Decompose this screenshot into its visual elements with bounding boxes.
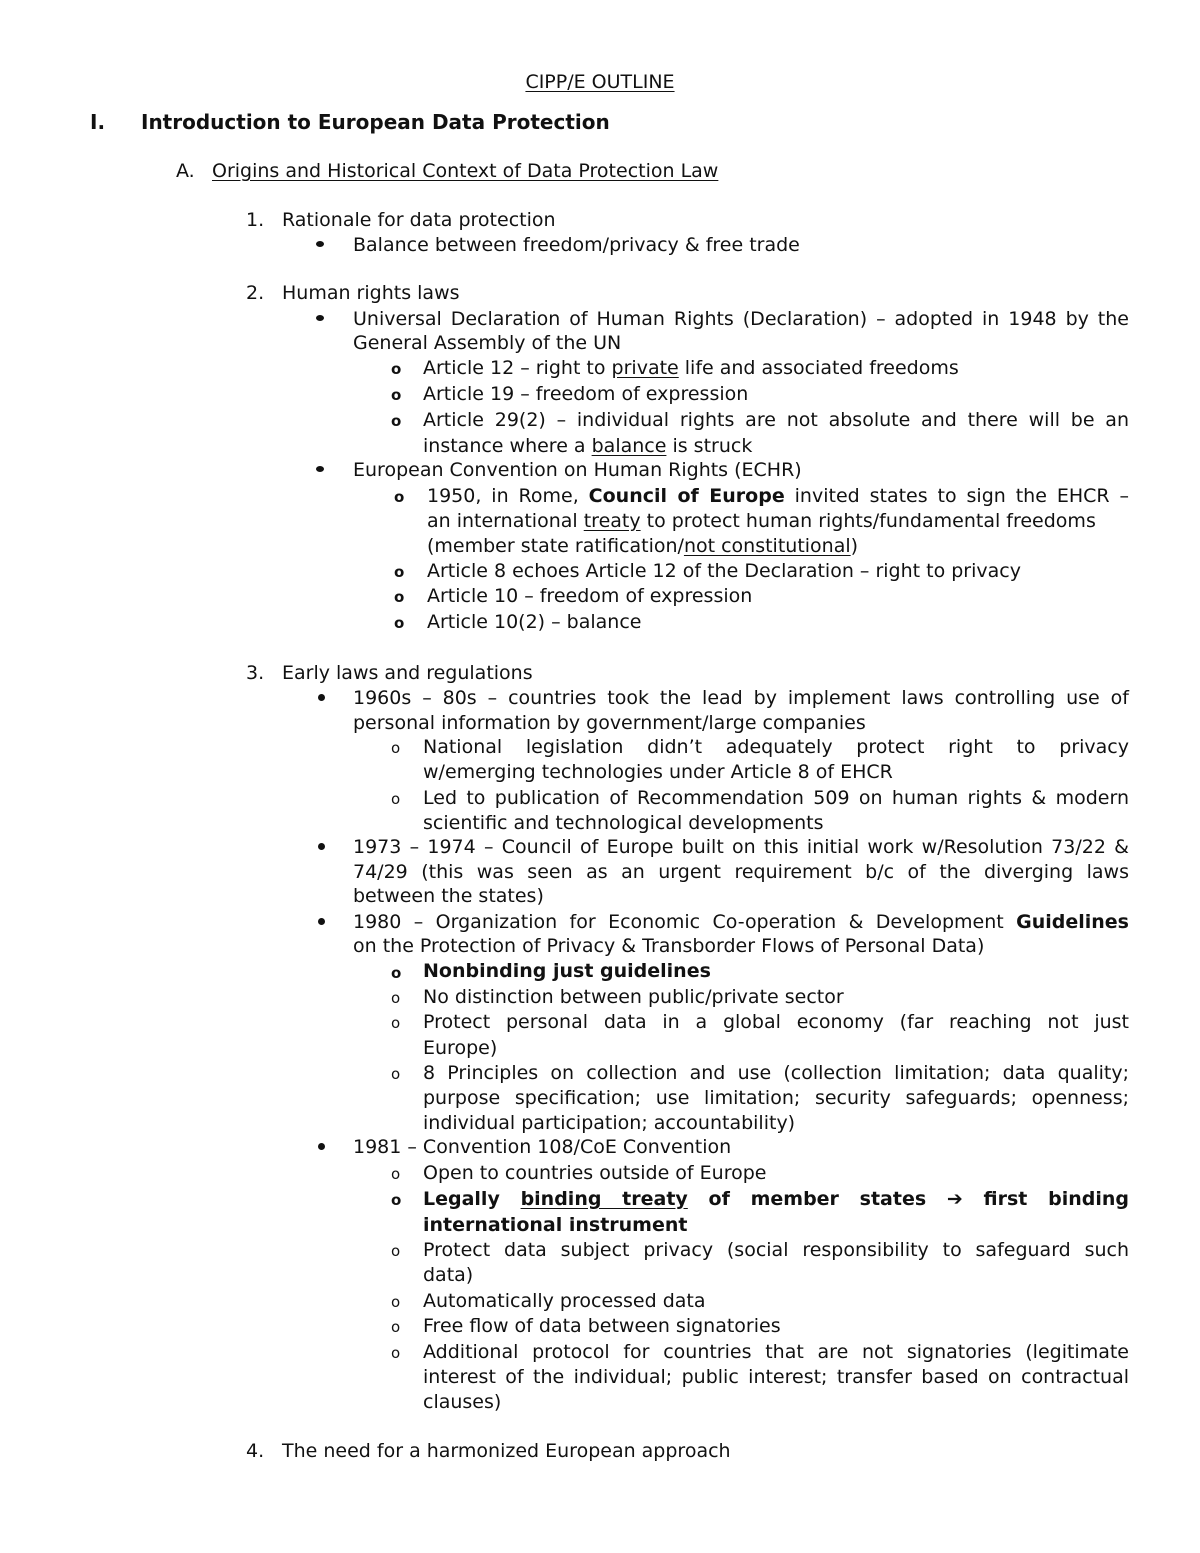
list-item: Balance between freedom/privacy & free trade: [353, 234, 800, 256]
list-item: Open to countries outside of Europe: [423, 1162, 767, 1184]
sub-bullet-icon: o: [391, 1065, 401, 1083]
sub-bullet-icon: o: [391, 989, 401, 1007]
list-item: Article 8 echoes Article 12 of the Declaration – right to privacy: [427, 560, 1021, 582]
section-heading: Introduction to European Data Protection: [141, 110, 610, 134]
list-item: scientific and technological developments: [423, 812, 824, 834]
list-item: Automatically processed data: [423, 1290, 706, 1312]
page-title: CIPP/E OUTLINE: [525, 71, 675, 93]
list-item: (member state ratification/not constitutional): [427, 535, 859, 557]
list-item: General Assembly of the UN: [353, 332, 622, 354]
list-item: Article 10 – freedom of expression: [427, 585, 753, 607]
bullet-icon: [316, 241, 324, 247]
list-item: 1960s – 80s – countries took the lead by implement laws controlling use of: [353, 687, 1129, 709]
list-item: between the states): [353, 885, 544, 907]
bullet-icon: [318, 1143, 325, 1150]
list-item: Europe): [423, 1037, 498, 1059]
sub-bullet-icon: o: [391, 1165, 401, 1183]
item-number-4: 4.: [246, 1440, 265, 1462]
list-item: Free flow of data between signatories: [423, 1315, 781, 1337]
subsection-heading: Origins and Historical Context of Data Protection Law: [212, 160, 719, 182]
list-item: personal information by government/large companies: [353, 712, 866, 734]
list-item: Protect personal data in a global economy (far reaching not just: [423, 1011, 1129, 1033]
list-item: international instrument: [423, 1214, 688, 1236]
sub-bullet-icon: o: [394, 563, 405, 581]
list-item: Article 19 – freedom of expression: [423, 383, 749, 405]
bullet-icon: [318, 694, 325, 701]
list-item: Article 10(2) – balance: [427, 611, 642, 633]
bullet-icon: [318, 843, 325, 850]
bullet-icon: [316, 315, 324, 321]
list-item: National legislation didn’t adequately protect right to privacy: [423, 736, 1129, 758]
sub-bullet-icon: o: [391, 790, 401, 808]
section-number: I.: [90, 110, 106, 134]
list-item: Led to publication of Recommendation 509 on human rights & modern: [423, 787, 1129, 809]
list-item: Article 29(2) – individual rights are not absolute and there will be an: [423, 409, 1129, 431]
sub-bullet-icon: o: [391, 360, 402, 378]
bullet-icon: [316, 466, 324, 472]
item-number-1: 1.: [246, 209, 265, 231]
list-item: No distinction between public/private sector: [423, 986, 844, 1008]
item-heading-2: Human rights laws: [282, 282, 460, 304]
sub-bullet-icon: o: [394, 588, 405, 606]
sub-bullet-icon: o: [391, 412, 402, 430]
sub-bullet-icon: o: [391, 964, 402, 982]
sub-bullet-icon: o: [394, 488, 405, 506]
subsection-letter: A.: [176, 160, 195, 182]
item-heading-1: Rationale for data protection: [282, 209, 556, 231]
item-heading-3: Early laws and regulations: [282, 662, 533, 684]
list-item: on the Protection of Privacy & Transborder Flows of Personal Data): [353, 935, 985, 957]
item-number-3: 3.: [246, 662, 265, 684]
item-number-2: 2.: [246, 282, 265, 304]
sub-bullet-icon: o: [391, 1318, 401, 1336]
list-item: an international treaty to protect human rights/fundamental freedoms: [427, 510, 1096, 532]
sub-bullet-icon: o: [391, 386, 402, 404]
list-item: 1950, in Rome, Council of Europe invited states to sign the EHCR –: [427, 485, 1129, 507]
list-item: Universal Declaration of Human Rights (Declaration) – adopted in 1948 by the: [353, 308, 1129, 330]
bullet-icon: [318, 918, 325, 925]
list-item: clauses): [423, 1391, 502, 1413]
list-item: interest of the individual; public interest; transfer based on contractual: [423, 1366, 1129, 1388]
sub-bullet-icon: o: [391, 1293, 401, 1311]
list-item: 1981 – Convention 108/CoE Convention: [353, 1136, 732, 1158]
sub-bullet-icon: o: [391, 1242, 401, 1260]
list-item: 8 Principles on collection and use (collection limitation; data quality;: [423, 1062, 1129, 1084]
sub-bullet-icon: o: [394, 614, 405, 632]
item-heading-4: The need for a harmonized European approach: [282, 1440, 731, 1462]
list-item: instance where a balance is struck: [423, 435, 753, 457]
sub-bullet-icon: o: [391, 1014, 401, 1032]
list-item: 1973 – 1974 – Council of Europe built on this initial work w/Resolution 73/22 &: [353, 836, 1129, 858]
sub-bullet-icon: o: [391, 739, 401, 757]
list-item: purpose specification; use limitation; security safeguards; openness;: [423, 1087, 1129, 1109]
list-item: individual participation; accountability): [423, 1112, 796, 1134]
sub-bullet-icon: o: [391, 1191, 402, 1209]
list-item: Protect data subject privacy (social responsibility to safeguard such: [423, 1239, 1129, 1261]
list-item: w/emerging technologies under Article 8 of EHCR: [423, 761, 893, 783]
list-item: data): [423, 1264, 474, 1286]
list-item: 74/29 (this was seen as an urgent requirement b/c of the diverging laws: [353, 861, 1129, 883]
list-item: European Convention on Human Rights (ECHR): [353, 459, 802, 481]
list-item: Additional protocol for countries that are not signatories (legitimate: [423, 1341, 1129, 1363]
sub-bullet-icon: o: [391, 1344, 401, 1362]
list-item: Nonbinding just guidelines: [423, 960, 711, 982]
list-item: Legally binding treaty of member states ➔ first binding: [423, 1188, 1129, 1210]
list-item: 1980 – Organization for Economic Co-operation & Development Guidelines: [353, 911, 1129, 933]
list-item: Article 12 – right to private life and associated freedoms: [423, 357, 959, 379]
arrow-right-icon: ➔: [946, 1188, 963, 1210]
